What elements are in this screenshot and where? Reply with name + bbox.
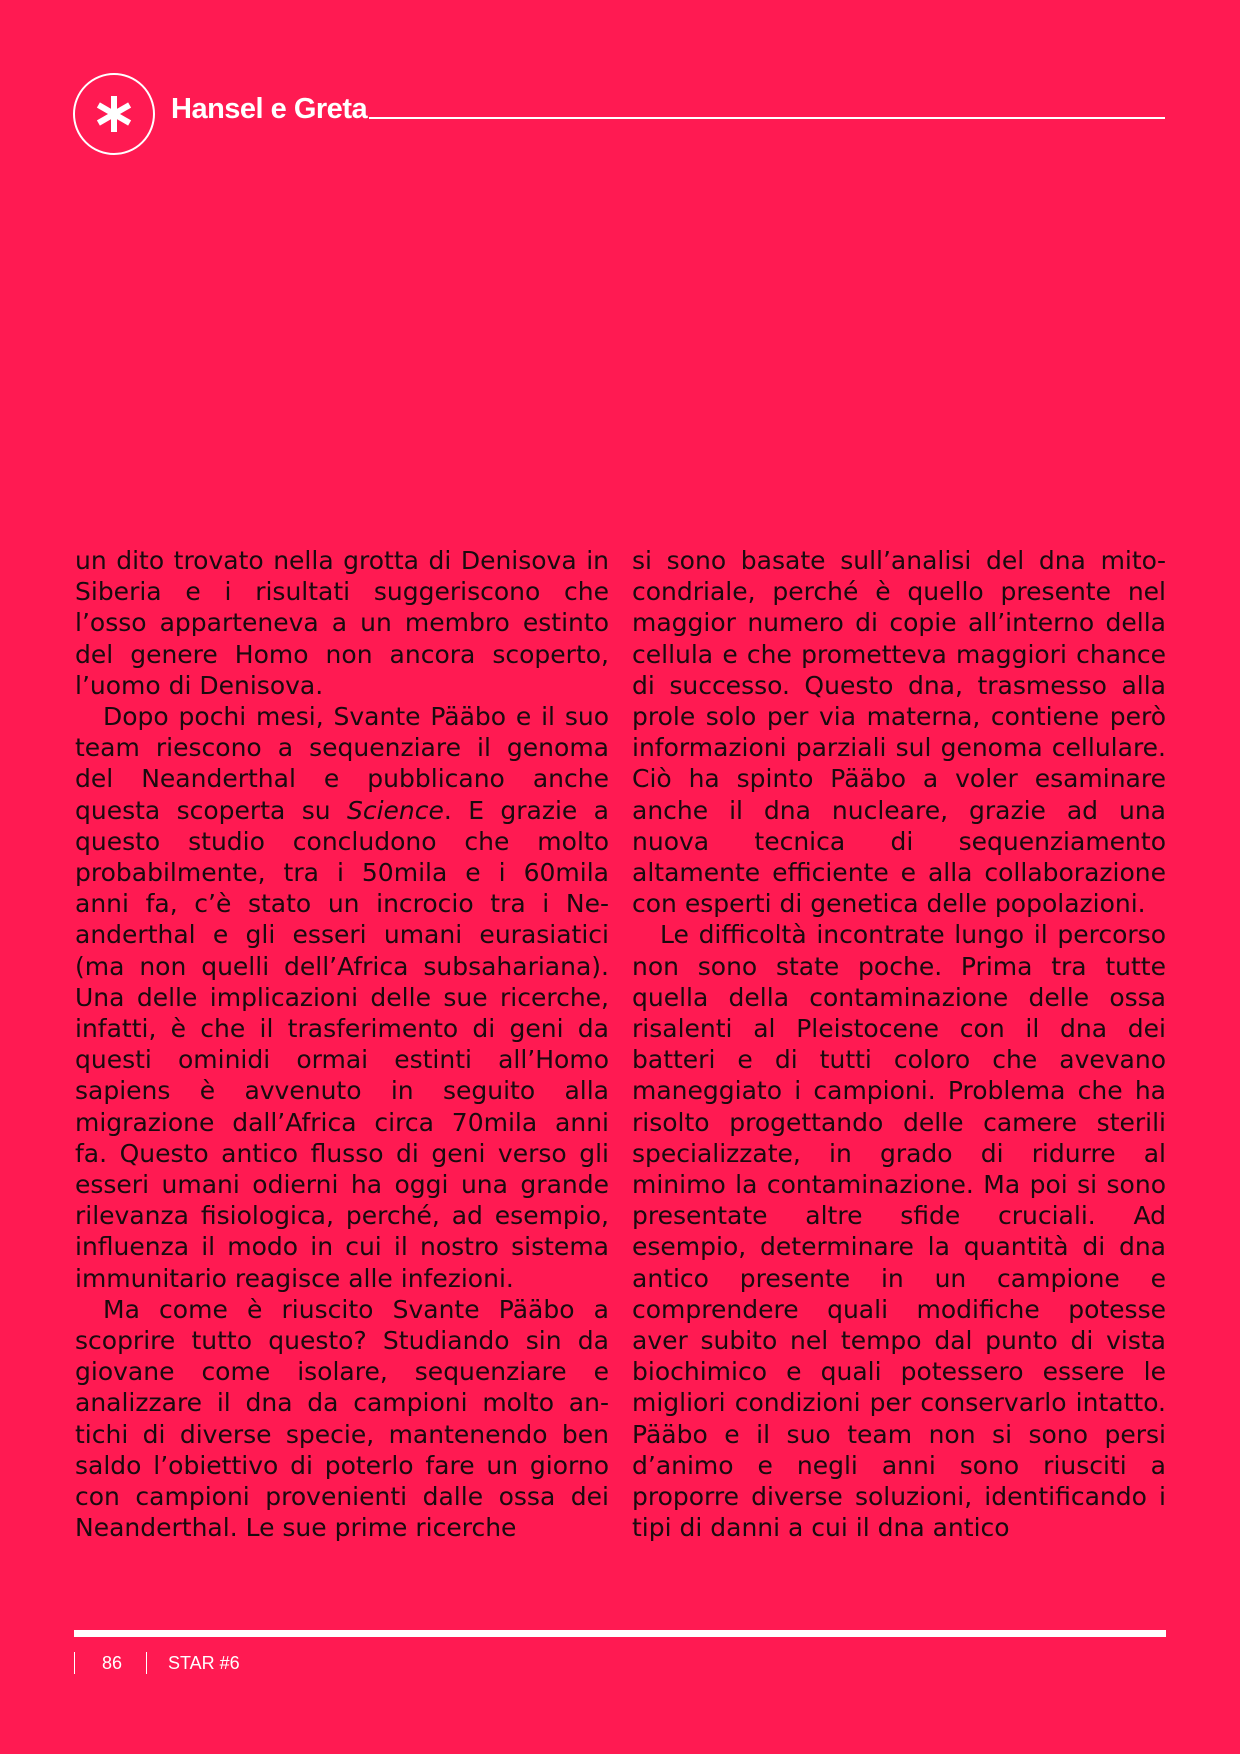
- section-title: Hansel e Greta: [171, 93, 368, 125]
- paragraph-text: Dopo pochi mesi, Svante Pääbo e il suo team riescono a sequenziare il genoma del Neanderthal e pubblicano anche questa scoperta su: [75, 702, 609, 825]
- footer-separator: [146, 1652, 147, 1674]
- article-column-left: [75, 545, 609, 1544]
- footer-divider: [74, 1630, 1166, 1637]
- paragraph: si sono basate sull’analisi del dna mitocondriale, perché è quello presente nel maggior numero di copie all’interno della cellula e che prometteva maggiori chance di successo. Questo dna, trasmesso alla prole solo per via materna, contiene però informazioni parziali sul genoma cellulare. Ciò ha spinto Pääbo a voler esaminare anche il dna nucleare, grazie ad una nuova tecnica di sequenziamento altamente efficiente e alla collaborazione con esperti di genetica delle popolazioni.: [632, 546, 1166, 919]
- section-logo: [73, 73, 155, 155]
- paragraph-text: . E grazie a questo studio concludono che molto probabilmente, tra i 50mila e i 60mila anni fa, c’è stato un incrocio tra i Neanderthal e gli esseri umani eurasiatici (ma non quelli dell’Africa subsahariana). Una delle implicazioni delle sue ricerche, infatti, è che il trasferimento di geni da questi ominidi ormai estinti all’Homo sapiens è avvenuto in seguito alla migrazione dall’Africa circa 70mila anni fa. Questo antico flusso di geni verso gli esseri umani odierni ha oggi una grande rilevanza fisiologica, perché, ad esempio, influenza il modo in cui il nostro sistema immunitario reagisce alle infezioni.: [75, 795, 609, 1293]
- page-number: 86: [102, 1653, 123, 1673]
- journal-name: Science: [346, 795, 444, 825]
- footer-separator: [74, 1652, 75, 1674]
- article-column-right: [632, 545, 1166, 1544]
- paragraph: Le difficoltà incontrate lungo il percorso non sono state poche. Prima tra tutte quella della contaminazione delle ossa risalenti al Pleistocene con il dna dei batteri e di tutti coloro che avevano maneggiato i campioni. Problema che ha risolto progettando delle camere sterili specializzate, in grado di ridurre al minimo la contaminazione. Ma poi si sono presentate altre sfide cruciali. Ad esempio, determinare la quantità di dna antico presente in un campione e comprendere quali modifiche potesse aver subito nel tempo dal punto di vista biochimico e quali potessero essere le migliori condizioni per conservarlo intatto. Pääbo e il suo team non si sono persi d’animo e negli anni sono riusciti a proporre diverse soluzioni, identificando i tipi di danni a cui il dna antico: [632, 920, 1166, 1543]
- page-header: [73, 73, 1165, 159]
- paragraph: [75, 701, 609, 1294]
- magazine-issue: STAR #6: [168, 1653, 240, 1673]
- asterisk-icon: [94, 94, 134, 134]
- paragraph: un dito trovato nella grotta di Denisova in Siberia e i risultati suggeriscono che l’osso apparteneva a un membro estinto del genere Homo non ancora scoperto, l’uomo di Denisova.: [75, 546, 609, 700]
- paragraph: Ma come è riuscito Svante Pääbo a scoprire tutto questo? Studiando sin da giovane come isolare, sequenziare e analizzare il dna da campioni molto antichi di diverse specie, mantenendo ben saldo l’obiettivo di poterlo fare un giorno con campioni provenienti dalle ossa dei Neanderthal. Le sue prime ricerche: [75, 1294, 609, 1543]
- header-divider: [369, 117, 1165, 119]
